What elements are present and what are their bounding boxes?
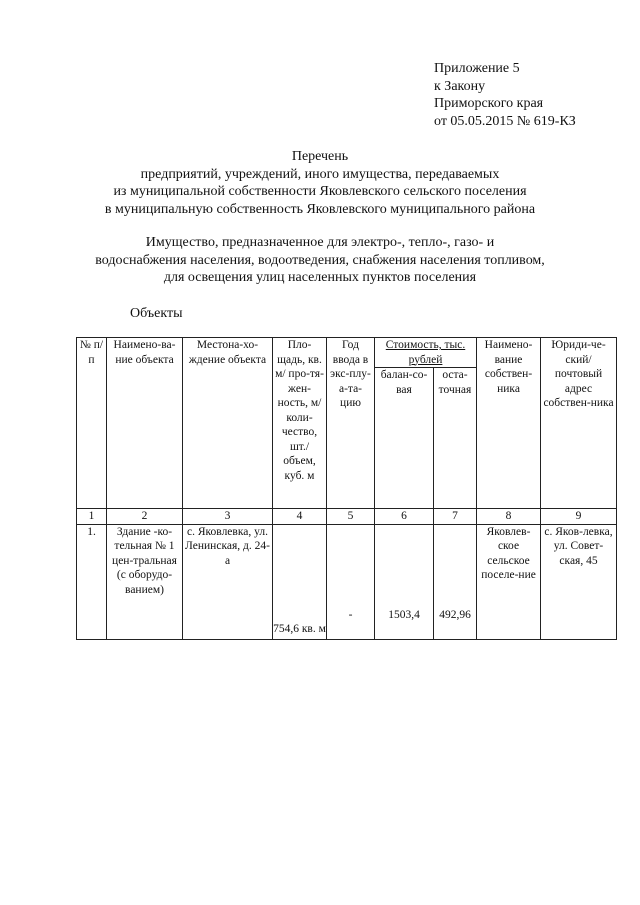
cell-area-value: 754,6 кв. м [273,623,326,635]
cell-location: с. Яковлевка, ул. Ленинская, д. 24-а [183,524,273,639]
column-number-row [77,509,617,525]
title-line: предприятий, учреждений, иного имущества, передаваемых [140,166,500,182]
table-row [77,524,617,639]
cell-owner-address: с. Яков-левка, ул. Совет-ская, 45 [541,524,617,639]
appendix-line: к Закону [434,78,486,94]
header-cost-residual: оста-точная [434,368,477,509]
column-number: 3 [183,509,273,525]
appendix-line: от 05.05.2015 № 619-КЗ [434,113,576,129]
title-line: Перечень [291,149,349,164]
property-table [76,337,617,640]
cell-year-value: - [348,609,353,621]
column-number: 7 [434,509,477,525]
column-number: 8 [477,509,541,525]
column-number: 5 [327,509,375,525]
column-number: 2 [107,509,183,525]
header-name: Наимено-ва-ние объекта [107,338,183,509]
header-cost-group: Стоимость, тыс. рублей [375,338,477,368]
column-number: 1 [77,509,107,525]
subtitle-line: для освещения улиц населенных пунктов поселения [163,270,477,285]
header-area: Пло-щадь, кв. м/ про-тя-жен-ность, м/ коли-чество, шт./ объем, куб. м [273,338,327,509]
appendix-line: Приморского края [434,96,544,111]
cell-name: Здание -ко-тельная № 1 цен-тральная (с оборудо-ванием) [107,524,183,639]
section-label: Объекты [130,306,183,321]
cell-area [273,524,327,639]
header-owner-address: Юриди-че-ский/ почтовый адрес собствен-ника [541,338,617,509]
appendix-header [434,60,576,130]
title-line: в муниципальную собственность Яковлевского муниципального района [104,201,536,217]
cell-cost-residual-value: 492,96 [439,609,471,621]
cell-num: 1. [77,524,107,639]
column-number: 4 [273,509,327,525]
column-number: 6 [375,509,434,525]
header-row [77,338,617,368]
cell-year [327,524,375,639]
header-year: Год ввода в экс-плу-а-та-цию [327,338,375,509]
subtitle-line: водоснабжения населения, водоотведения, снабжения населения топливом, [95,252,545,268]
cell-owner: Яковлев-ское сельское поселе-ние [477,524,541,639]
appendix-line: Приложение 5 [434,61,520,76]
document-title [0,148,640,218]
subtitle-line: Имущество, предназначенное для электро-, тепло-, газо- и [145,235,495,250]
header-num: № п/п [77,338,107,509]
cell-cost-balance [375,524,434,639]
header-owner: Наимено-вание собствен-ника [477,338,541,509]
header-cost-balance: балан-со-вая [375,368,434,509]
title-line: из муниципальной собственности Яковлевского сельского поселения [113,184,527,199]
cell-cost-residual [434,524,477,639]
cell-cost-balance-value: 1503,4 [388,609,420,621]
header-location: Местона-хо-ждение объекта [183,338,273,509]
document-subtitle [0,234,640,287]
column-number: 9 [541,509,617,525]
